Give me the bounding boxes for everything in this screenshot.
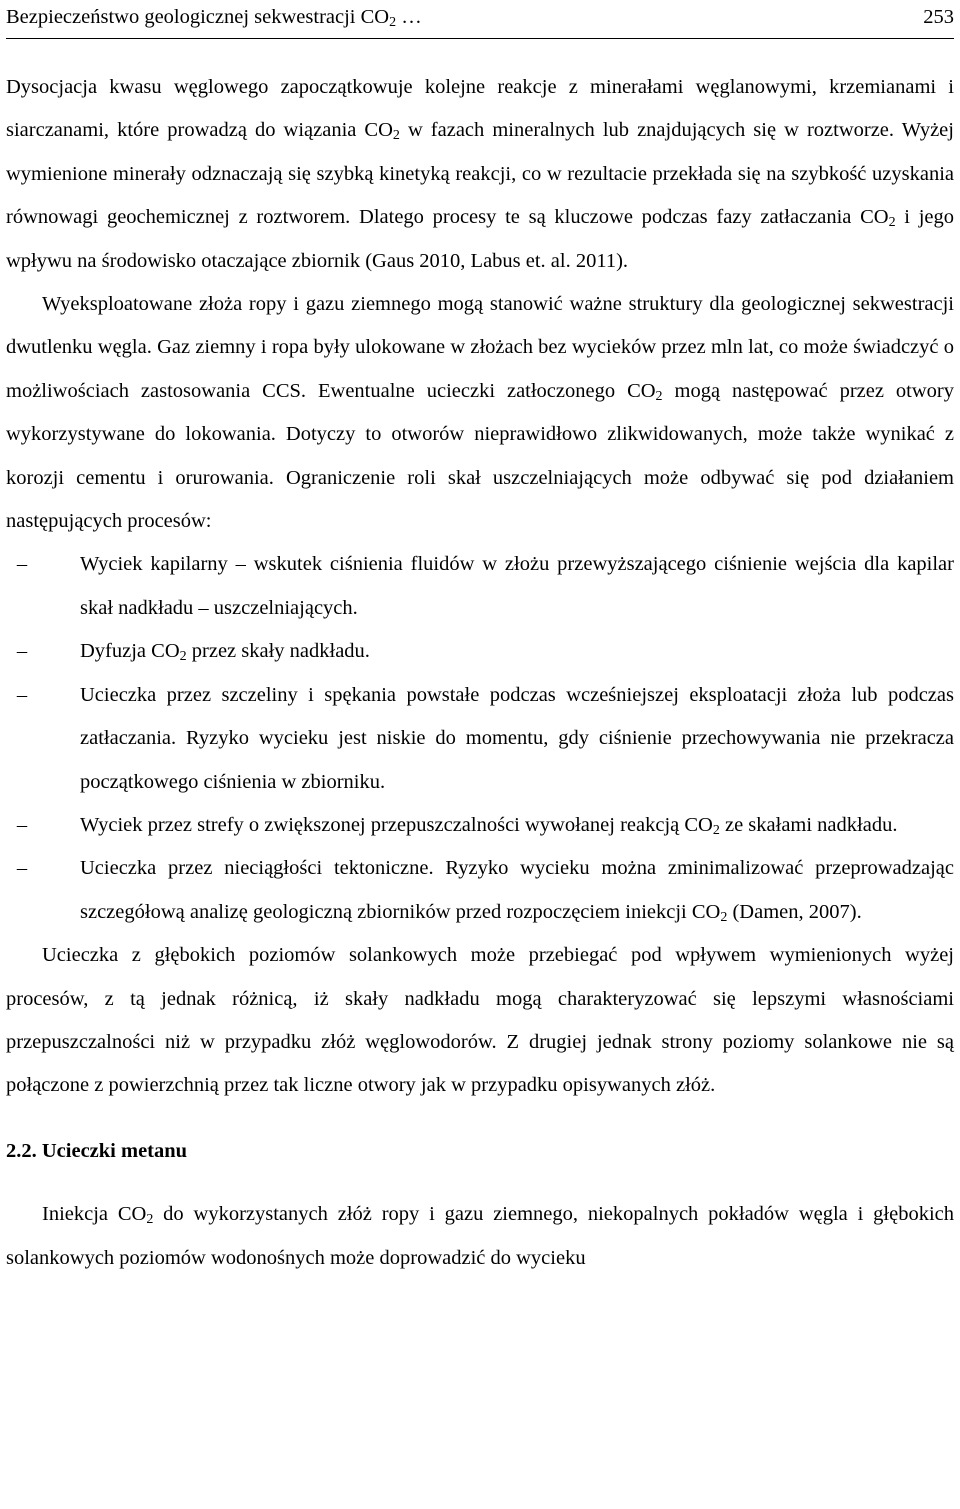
- list-item: – Ucieczka przez szczeliny i spękania powstałe podczas wcześniejszej eksploatacji złoża lub podczas zatłaczania. Ryzyko wycieku jest niskie do momentu, gdy ciśnienie przechowywania nie przekracza początkowego ciśnienia w zbiorniku.: [6, 674, 954, 804]
- list-item: – Wyciek przez strefy o zwiększonej przepuszczalności wywołanej reakcją $CO_2$ ze skałami nadkładu.: [6, 804, 954, 847]
- paragraph-ucieczka: Ucieczka z głębokich poziomów solankowych może przebiegać pod wpływem wymienionych wyżej procesów, z tą jednak różnicą, iż skały nadkładu mogą charakteryzować się lepszymi własnościami przepuszczalności niż w przypadku złóż węglowodorów. Z drugiej jednak strony poziomy solankowe nie są połączone z powierzchnią przez tak liczne otwory jak w przypadku opisywanych złóż.: [6, 944, 954, 1097]
- dash-bullet-icon: –: [16, 857, 28, 880]
- dash-bullet-icon: –: [16, 683, 28, 706]
- dash-bullet-icon: –: [16, 813, 28, 836]
- page-body: [6, 66, 954, 1280]
- list-item: – Dyfuzja $CO_2$ przez skały nadkładu.: [6, 630, 954, 673]
- paragraph-dysocjacja: Dysocjacja kwasu węglowego zapoczątkowuje kolejne reakcje z minerałami węglanowymi, krzemianami i siarczanami, które prowadzą do wiązania $CO_2$ w fazach mineralnych lub znajdujących się w roztworze. Wyżej wymienione minerały odznaczają się szybką kinetyką reakcji, co w rezultacie przekłada się na szybkość uzyskania równowagi geochemicznej z roztworem. Dlatego procesy te są kluczowe podczas fazy zatłaczania $CO_2$ i jego wpływu na środowisko otaczające zbiornik (Gaus 2010, Labus et. al. 2011).: [6, 76, 954, 272]
- process-list: [6, 543, 954, 934]
- dash-bullet-icon: –: [16, 553, 28, 576]
- running-header: [6, 0, 954, 39]
- section-heading: 2.2. Ucieczki metanu: [6, 1139, 188, 1162]
- paragraph-iniekcja: Iniekcja $CO_2$ do wykorzystanych złóż ropy i gazu ziemnego, niekopalnych pokładów węgla i głębokich solankowych poziomów wodonośnych może doprowadzić do wycieku: [6, 1203, 955, 1269]
- page-number: 253: [923, 6, 954, 28]
- list-item: – Wyciek kapilarny – wskutek ciśnienia fluidów w złożu przewyższającego ciśnienie wejścia dla kapilar skał nadkładu – uszczelniających.: [6, 543, 954, 630]
- running-title: Bezpieczeństwo geologicznej sekwestracji $CO_2$ …: [6, 6, 422, 30]
- list-item: – Ucieczka przez nieciągłości tektoniczne. Ryzyko wycieku można zminimalizować przeprowadzając szczegółową analizę geologiczną zbiorników przed rozpoczęciem iniekcji $CO_2$ (Damen, 2007).: [6, 847, 954, 934]
- paragraph-wyeksploatowane: Wyeksploatowane złoża ropy i gazu ziemnego mogą stanowić ważne struktury dla geologicznej sekwestracji dwutlenku węgla. Gaz ziemny i ropa były ulokowane w złożach bez wycieków przez mln lat, co może świadczyć o możliwościach zastosowania CCS. Ewentualne ucieczki zatłoczonego $CO_2$ mogą następować przez otwory wykorzystywane do lokowania. Dotyczy to otworów nieprawidłowo zlikwidowanych, może także wynikać z korozji cementu i orurowania. Ograniczenie roli skał uszczelniających może odbywać się pod działaniem następujących procesów:: [6, 293, 954, 533]
- dash-bullet-icon: –: [16, 640, 28, 663]
